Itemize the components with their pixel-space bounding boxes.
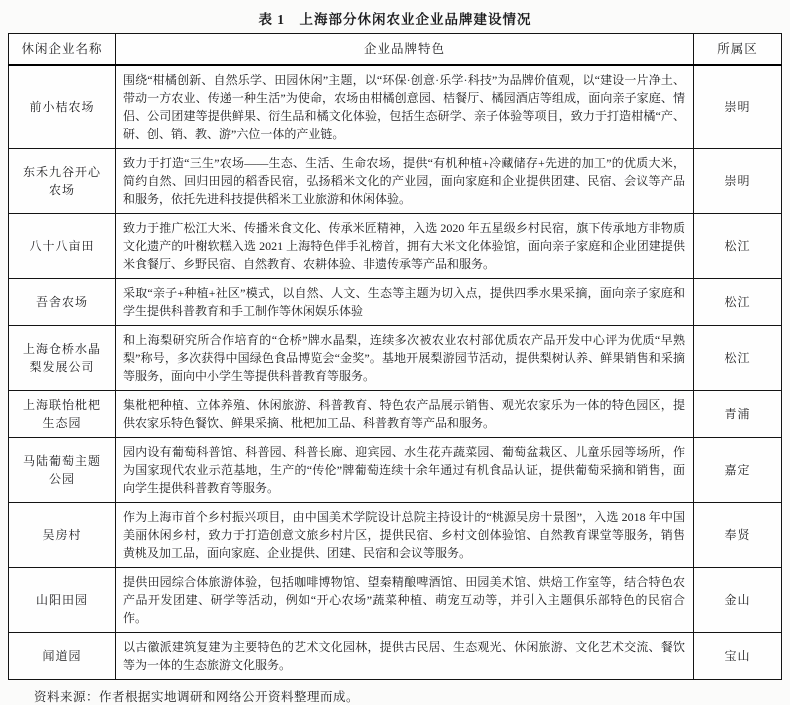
table-row [9,503,782,568]
district: 金山 [694,568,782,633]
header-district: 所属区 [694,34,782,66]
header-enterprise-name: 休闲企业名称 [9,34,116,66]
enterprise-name: 闻道园 [9,633,116,680]
table-row [9,214,782,279]
brand-feature: 集枇杷种植、立体养殖、休闲旅游、科普教育、特色农产品展示销售、观光农家乐为一体的特色园区，提供农家乐特色餐饮、鲜果采摘、枇杷加工品、科普教育等产品和服务。 [116,391,694,438]
enterprise-name: 吴房村 [9,503,116,568]
enterprise-name: 前小桔农场 [9,65,116,149]
brand-feature: 作为上海市首个乡村振兴项目，由中国美术学院设计总院主持设计的“桃源吴房十景图”，入选 2018 年中国美丽休闲乡村，致力于打造创意文旅乡村片区，提供民宿、乡村文创体验馆、自然教育课堂等服务，销售黄桃及加工品，面向家庭、企业提供、团建、民宿和会议等服务。 [116,503,694,568]
brand-feature: 致力于推广松江大米、传播米食文化、传承米匠精神，入选 2020 年五星级乡村民宿，旗下传承地方非物质文化遗产的叶榭软糕入选 2021 上海特色伴手礼榜首，拥有大米文化体验馆，面向亲子家庭和企业团建提供米食餐厅、乡野民宿、自然教育、农耕体验、非遗传承等产品和服务。 [116,214,694,279]
district: 宝山 [694,633,782,680]
brand-feature: 园内设有葡萄科普馆、科普园、科普长廊、迎宾园、水生花卉蔬菜园、葡萄盆栽区、儿童乐园等场所，作为国家现代农业示范基地，生产的“传伦”牌葡萄连续十余年通过有机食品认证，提供葡萄采摘和销售，面向学生提供科普教育等服务。 [116,438,694,503]
district: 崇明 [694,149,782,214]
enterprise-name: 马陆葡萄主题公园 [9,438,116,503]
enterprise-name: 八十八亩田 [9,214,116,279]
table-row [9,149,782,214]
table-body [9,65,782,680]
table-row [9,65,782,149]
district: 青浦 [694,391,782,438]
district: 松江 [694,214,782,279]
brand-feature: 和上海梨研究所合作培育的“仓桥”牌水晶梨，连续多次被农业农村部优质农产品开发中心评为优质“早熟梨”称号，多次获得中国绿色食品博览会“金奖”。基地开展梨游园节活动，提供梨树认养、鲜果销售和采摘等服务，面向中小学生等提供科普教育等服务。 [116,326,694,391]
table-row [9,391,782,438]
brand-feature: 致力于打造“三生”农场——生态、生活、生命农场，提供“有机种植+冷藏储存+先进的加工”的优质大米，简约自然、回归田园的稻香民宿，弘扬稻米文化的产业园，面向家庭和企业提供团建、民宿、会议等产品和服务，依托先进科技提供稻米工业旅游和休闲体验。 [116,149,694,214]
district: 松江 [694,279,782,326]
brand-feature: 提供田园综合体旅游体验，包括咖啡博物馆、望秦精酿啤酒馆、田园美术馆、烘焙工作室等，结合特色农产品开发团建、研学等活动，例如“开心农场”蔬菜种植、萌宠互动等，并引入主题俱乐部特色的民宿合作。 [116,568,694,633]
enterprise-name: 上海仓桥水晶梨发展公司 [9,326,116,391]
district: 崇明 [694,65,782,149]
header-row [9,34,782,66]
table-title: 表 1 上海部分休闲农业企业品牌建设情况 [258,12,532,27]
district: 嘉定 [694,438,782,503]
table-header [9,34,782,66]
enterprise-name: 东禾九谷开心农场 [9,149,116,214]
table-row [9,568,782,633]
header-brand-feature: 企业品牌特色 [116,34,694,66]
table-row [9,326,782,391]
table-row [9,633,782,680]
enterprise-name: 山阳田园 [9,568,116,633]
brand-table [8,33,782,680]
brand-feature: 以古徽派建筑复建为主要特色的艺术文化园林，提供古民居、生态观光、休闲旅游、文化艺术交流、餐饮等为一体的生态旅游文化服务。 [116,633,694,680]
brand-feature: 围绕“柑橘创新、自然乐学、田园休闲”主题，以“环保·创意·乐学·科技”为品牌价值观，以“建设一片净土、带动一方农业、传递一种生活”为使命，农场由柑橘创意园、桔餐厅、橘园酒店等组成，面向亲子家庭、情侣、公司团建等提供鲜果、衍生品和橘文化体验，包括生态研学、亲子体验等项目，致力于打造柑橘“产、研、创、销、教、游”六位一体的产业链。 [116,65,694,149]
enterprise-name: 上海联怡枇杷生态园 [9,391,116,438]
district: 奉贤 [694,503,782,568]
district: 松江 [694,326,782,391]
brand-feature: 采取“亲子+种植+社区”模式，以自然、人文、生态等主题为切入点，提供四季水果采摘，面向亲子家庭和学生提供科普教育和手工制作等休闲娱乐体验 [116,279,694,326]
table-row [9,279,782,326]
enterprise-name: 吾舍农场 [9,279,116,326]
source-note: 资料来源：作者根据实地调研和网络公开资料整理而成。 [34,690,360,704]
table-row [9,438,782,503]
